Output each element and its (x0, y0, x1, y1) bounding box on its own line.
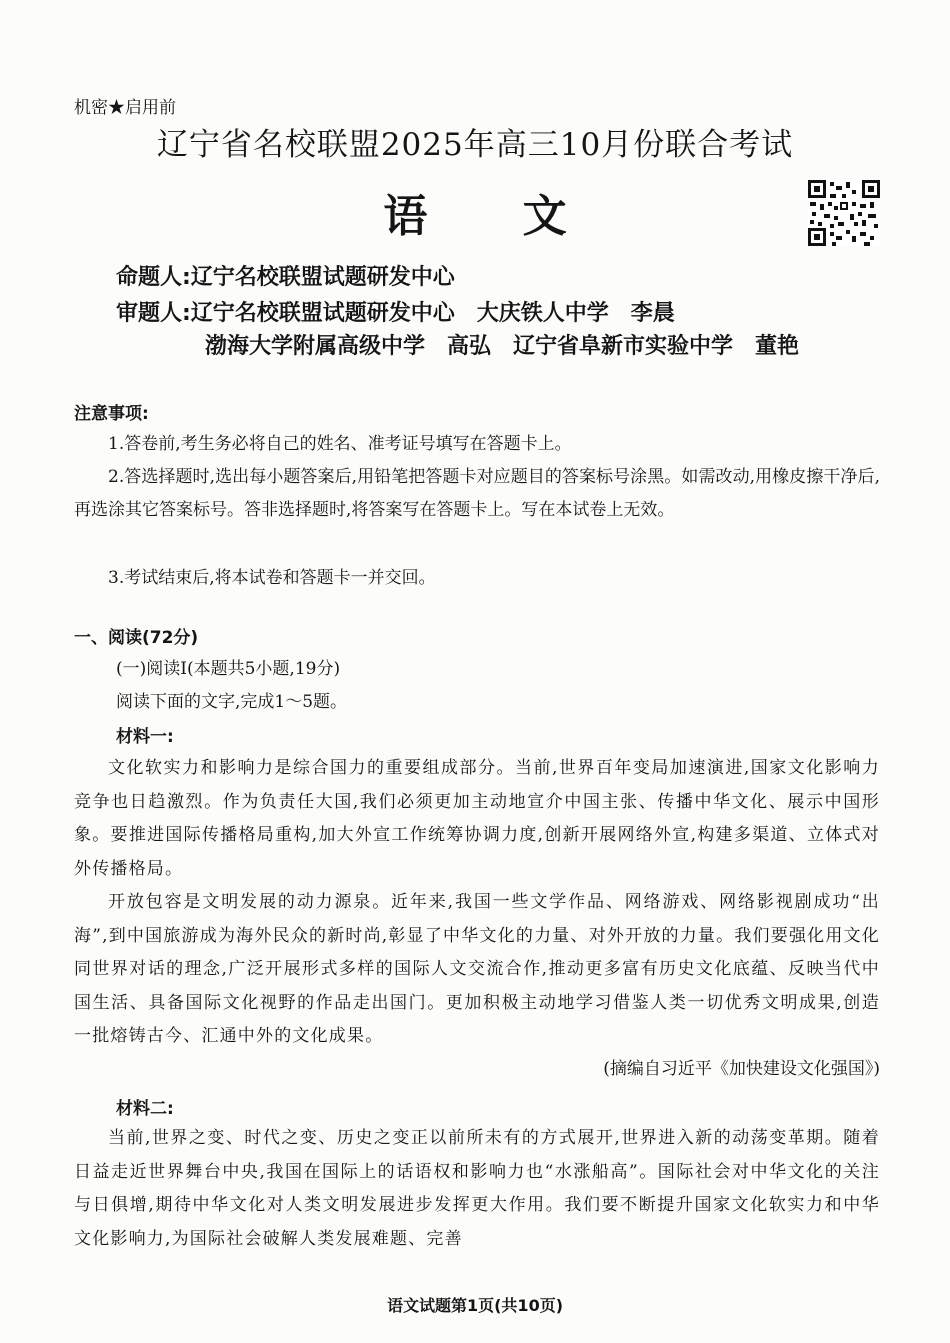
exam-title: 辽宁省名校联盟2025年高三10月份联合考试 (156, 127, 794, 163)
subject-title: 语 文 (383, 191, 607, 242)
material-1-paragraph-2: 开放包容是文明发展的动力源泉。近年来,我国一些文学作品、网络游戏、网络影视剧成功“出海”,到中国旅游成为海外民众的新时尚,彰显了中华文化的力量、对外开放的力量。我们要强化用文化同世界对话的理念,广泛开展形式多样的国际人文交流合作,推动更多富有历史文化底蕴、反映当代中国生活、具备国际文化视野的作品走出国门。更加积极主动地学习借鉴人类一切优秀文明成果,创造一批熔铸古今、汇通中外的文化成果。 (74, 892, 880, 1046)
section-heading: 一、阅读(72分) (74, 628, 199, 648)
reading-instruction: 阅读下面的文字,完成1～5题。 (116, 692, 348, 712)
note-item-3: 3.考试结束后,将本试卷和答题卡一并交回。 (108, 568, 436, 588)
reviewer-line-1: 审题人:辽宁名校联盟试题研发中心 大庆铁人中学 李晨 (116, 301, 675, 326)
note-item-2: 2.答选择题时,选出每小题答案后,用铅笔把答题卡对应题目的答案标号涂黑。如需改动,用橡皮擦干净后,再选涂其它答案标号。答非选择题时,将答案写在答题卡上。写在本试卷上无效。 (74, 467, 880, 520)
material-1-source: (摘编自习近平《加快建设文化强国》) (603, 1059, 880, 1079)
material-2-label: 材料二: (116, 1099, 174, 1119)
notes-heading: 注意事项: (74, 404, 149, 424)
section-subheading: (一)阅读Ⅰ(本题共5小题,19分) (116, 659, 341, 679)
qr-code-icon (808, 180, 880, 246)
confidential-mark: 机密★启用前 (74, 98, 176, 118)
setter-line: 命题人:辽宁名校联盟试题研发中心 (116, 265, 455, 290)
material-2-paragraph: 当前,世界之变、时代之变、历史之变正以前所未有的方式展开,世界进入新的动荡变革期。随着日益走近世界舞台中央,我国在国际上的话语权和影响力也“水涨船高”。国际社会对中华文化的关注与日俱增,期待中华文化对人类文明发展进步发挥更大作用。我们要不断提升国家文化软实力和中华文化影响力,为国际社会破解人类发展难题、完善 (74, 1128, 880, 1249)
material-1-label: 材料一: (116, 727, 174, 747)
note-item-1: 1.答卷前,考生务必将自己的姓名、准考证号填写在答题卡上。 (108, 434, 572, 454)
reviewer-line-2: 渤海大学附属高级中学 高弘 辽宁省阜新市实验中学 董艳 (205, 334, 800, 359)
page-footer: 语文试题第1页(共10页) (386, 1296, 564, 1315)
material-1-paragraph-1: 文化软实力和影响力是综合国力的重要组成部分。当前,世界百年变局加速演进,国家文化影响力竞争也日趋激烈。作为负责任大国,我们必须更加主动地宣介中国主张、传播中华文化、展示中国形象。要推进国际传播格局重构,加大外宣工作统筹协调力度,创新开展网络外宣,构建多渠道、立体式对外传播格局。 (74, 758, 880, 879)
